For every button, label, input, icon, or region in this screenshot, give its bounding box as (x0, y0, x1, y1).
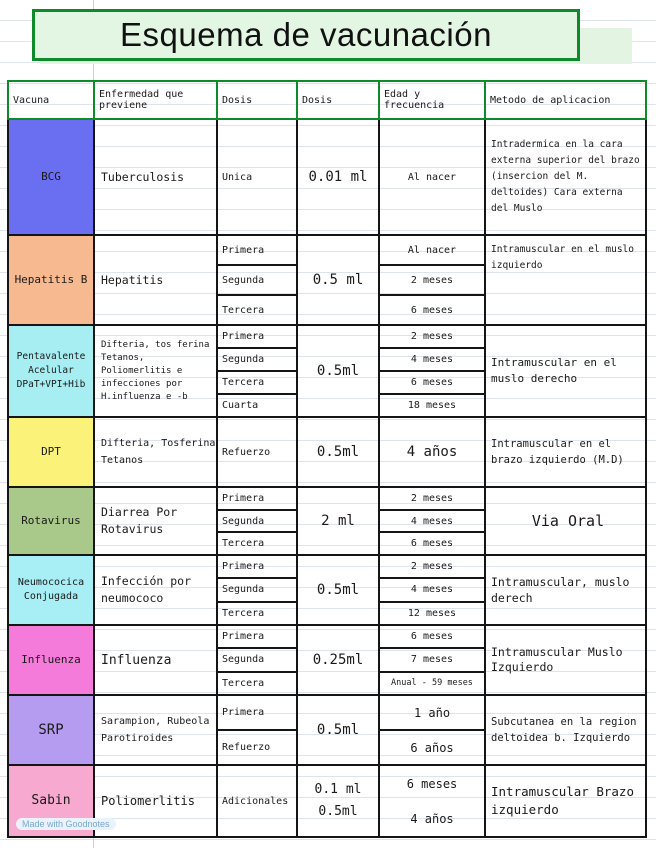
table-row (8, 325, 646, 417)
age-list (379, 235, 485, 325)
vaccine-name: Rotavirus (8, 487, 94, 555)
age-list (379, 417, 485, 487)
dose: Primera (218, 696, 296, 731)
age-list (379, 695, 485, 765)
dose-list (217, 487, 297, 555)
age: 12 meses (407, 607, 457, 619)
dose: Refuerzo (222, 446, 271, 458)
age: 4 años (410, 811, 454, 826)
table-row (8, 555, 646, 625)
table-row (8, 625, 646, 695)
dose: Segunda (218, 349, 296, 372)
header-vacuna: Vacuna (8, 81, 94, 119)
method: Via Oral (485, 487, 646, 555)
age: Anual - 59 meses (391, 678, 473, 689)
dose: Segunda (218, 579, 296, 602)
vaccine-name: Hepatitis B (8, 235, 94, 325)
dose-amount: 0.1 ml 0.5ml (297, 765, 379, 837)
age: 1 año (380, 696, 484, 731)
method: Intramuscular, muslo derech (485, 555, 646, 625)
header-dosis: Dosis (217, 81, 297, 119)
header-metodo: Metodo de aplicacion (485, 81, 646, 119)
age-list (379, 487, 485, 555)
page-title: Esquema de vacunación (120, 16, 492, 53)
table-row (8, 235, 646, 325)
dose: Unica (222, 171, 253, 183)
dose: Refuerzo (222, 742, 271, 753)
method: Intradermica en la cara externa superior del brazo (insercion del M. deltoides) Cara externa del Muslo (485, 119, 646, 235)
disease: Diarrea Por Rotavirus (94, 487, 217, 555)
header-dosis-cantidad: Dosis (297, 81, 379, 119)
dose-amount: 0.5 ml (297, 235, 379, 325)
age: 6 meses (410, 304, 454, 316)
dose: Tercera (222, 538, 265, 550)
dose: Cuarta (222, 400, 259, 411)
vaccination-table (7, 80, 647, 838)
age: 7 meses (380, 649, 484, 672)
disease: Poliomerlitis (94, 765, 217, 837)
age: 6 meses (406, 776, 458, 791)
disease: Difteria, Tosferina Tetanos (94, 417, 217, 487)
dose: Primera (218, 236, 296, 266)
disease: Tuberculosis (94, 119, 217, 235)
goodnotes-watermark: Made with Goodnotes (16, 818, 116, 830)
dose: Primera (218, 626, 296, 649)
age-list (379, 119, 485, 235)
method: Subcutanea en la region deltoidea b. Izquierdo (485, 695, 646, 765)
age-list (379, 325, 485, 417)
age: 6 años (410, 740, 454, 755)
age: 4 meses (380, 349, 484, 372)
method: Intramuscular en el muslo izquierdo (485, 235, 646, 325)
age: 4 años (406, 444, 458, 460)
dose-amount: 0.5ml (297, 325, 379, 417)
title-box (32, 9, 580, 61)
table-row (8, 695, 646, 765)
dose: Segunda (218, 649, 296, 672)
table-row (8, 417, 646, 487)
dose-amount: 2 ml (297, 487, 379, 555)
dose-list (217, 119, 297, 235)
age: 6 meses (410, 538, 454, 550)
disease: Infección por neumococo (94, 555, 217, 625)
age: 6 meses (380, 626, 484, 649)
dose: Adicionales (222, 795, 289, 807)
disease: Influenza (94, 625, 217, 695)
dose-list (217, 625, 297, 695)
age: 2 meses (380, 326, 484, 349)
dose-amount: 0.01 ml (297, 119, 379, 235)
age: 4 meses (380, 579, 484, 602)
age-list (379, 555, 485, 625)
vaccine-name: Sabin (8, 765, 94, 837)
header-edad: Edad y frecuencia (379, 81, 485, 119)
dose: Tercera (222, 677, 265, 689)
age: 2 meses (380, 266, 484, 296)
dose-amount: 0.5ml (297, 555, 379, 625)
vaccine-name: Influenza (8, 625, 94, 695)
dose-list (217, 417, 297, 487)
vaccine-name: Pentavalente Acelular DPaT+VPI+Hib (8, 325, 94, 417)
dose-amount: 0.5ml (297, 695, 379, 765)
method: Intramuscular en el brazo izquierdo (M.D) (485, 417, 646, 487)
dose-list (217, 555, 297, 625)
age-list (379, 765, 485, 837)
dose: Primera (218, 556, 296, 579)
dose-amount: 0.25ml (297, 625, 379, 695)
method: Intramuscular en el muslo derecho (485, 325, 646, 417)
header-enfermedad: Enfermedad que previene (94, 81, 217, 119)
method: Intramuscular Muslo Izquierdo (485, 625, 646, 695)
vaccine-name: Neumococica Conjugada (8, 555, 94, 625)
vaccine-name: BCG (8, 119, 94, 235)
dose-list (217, 765, 297, 837)
dose-list (217, 235, 297, 325)
dose: Tercera (218, 372, 296, 395)
disease: Difteria, tos ferina Tetanos, Poliomerlitis e infecciones por H.influenza e -b (94, 325, 217, 417)
method: Intramuscular Brazo izquierdo (485, 765, 646, 837)
vaccine-name: SRP (8, 695, 94, 765)
age-list (379, 625, 485, 695)
dose: Segunda (218, 266, 296, 296)
dose: Segunda (218, 511, 296, 534)
dose-amount: 0.5ml (297, 417, 379, 487)
table-header-row (8, 81, 646, 119)
disease: Hepatitis (94, 235, 217, 325)
disease: Sarampion, Rubeola Parotiroides (94, 695, 217, 765)
vaccine-name: DPT (8, 417, 94, 487)
age: 18 meses (407, 400, 457, 411)
dose: Tercera (222, 607, 265, 619)
table-row (8, 119, 646, 235)
dose: Tercera (222, 304, 265, 316)
age: Al nacer (380, 236, 484, 266)
age: 2 meses (380, 556, 484, 579)
age: 6 meses (380, 372, 484, 395)
dose-list (217, 325, 297, 417)
dose: Primera (218, 326, 296, 349)
table-row (8, 487, 646, 555)
dose-list (217, 695, 297, 765)
age: 2 meses (380, 488, 484, 511)
age: 4 meses (380, 511, 484, 534)
age: Al nacer (407, 171, 457, 183)
dose: Primera (218, 488, 296, 511)
